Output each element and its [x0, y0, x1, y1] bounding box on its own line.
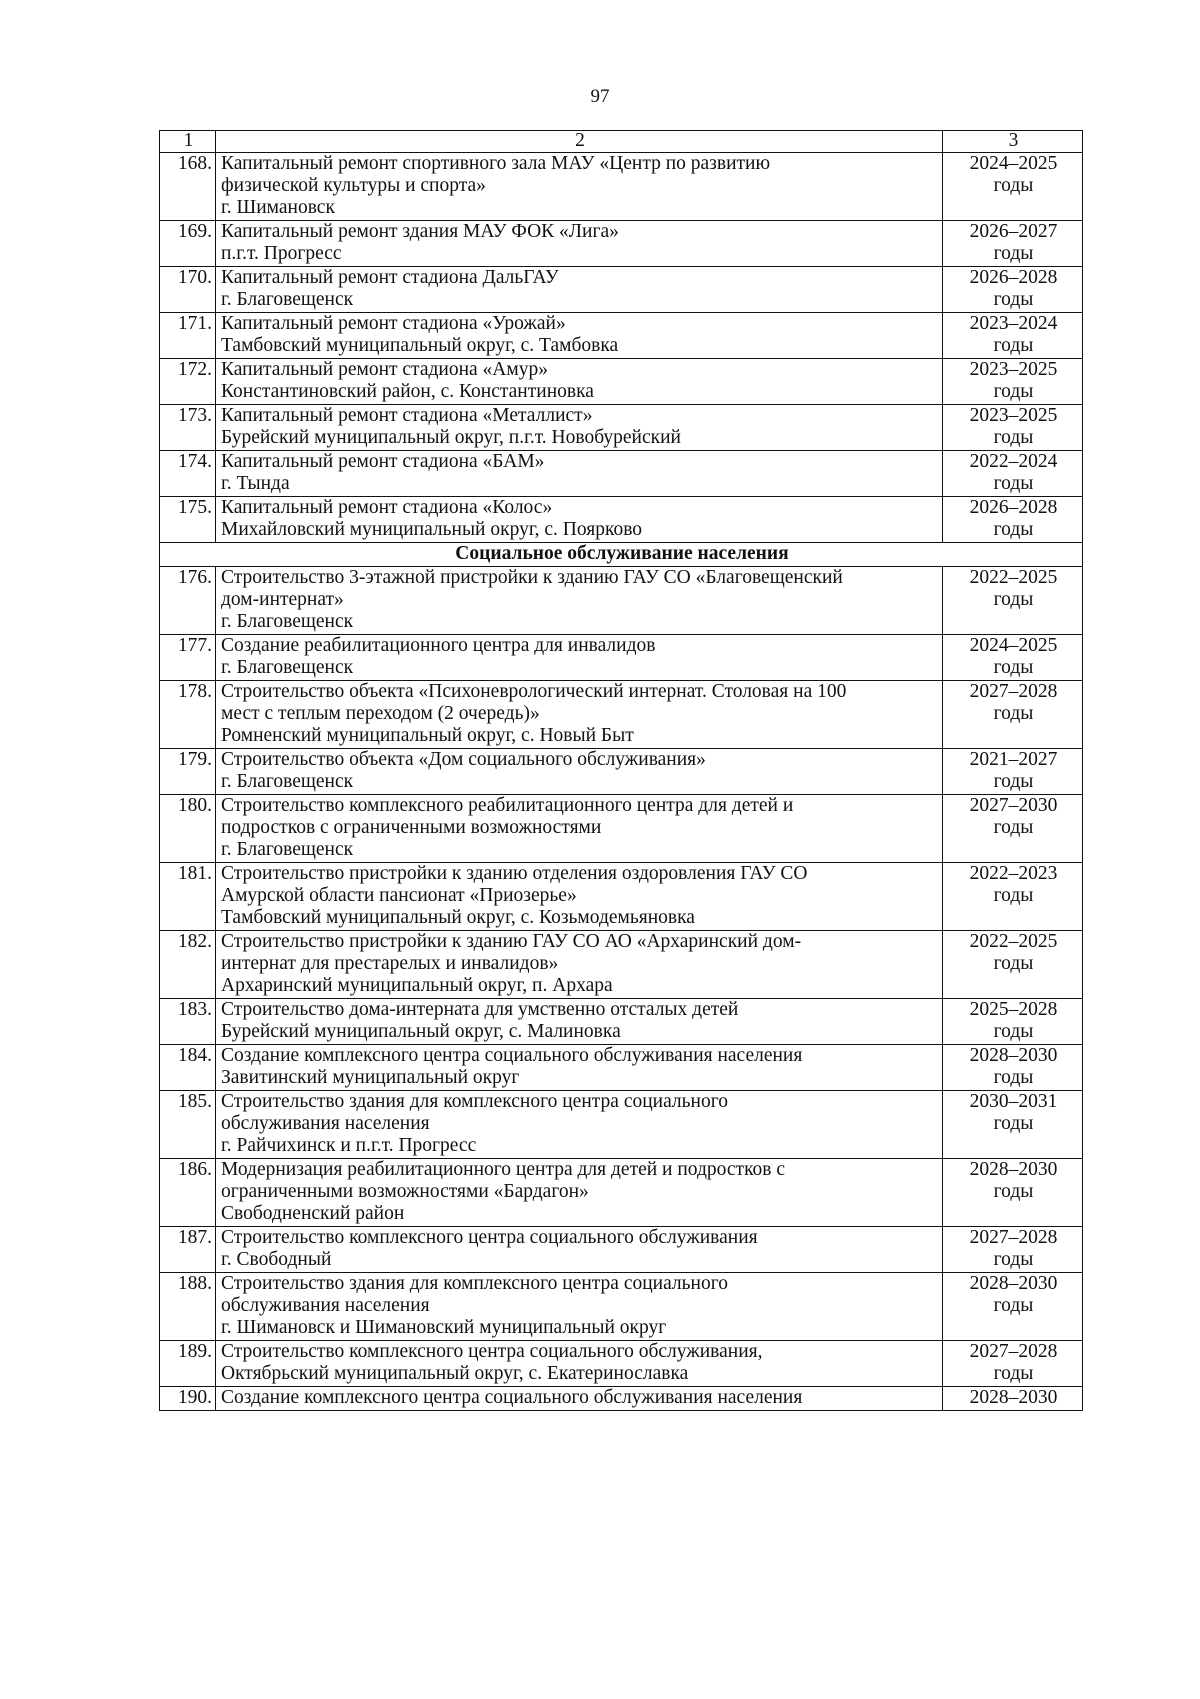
row-number: 180. — [160, 795, 216, 863]
table-row — [160, 221, 1083, 267]
table-row — [160, 635, 1083, 681]
description-line: г. Шимановск и Шимановский муниципальный округ — [221, 1317, 667, 1338]
row-number: 171. — [160, 313, 216, 359]
row-number: 179. — [160, 749, 216, 795]
description-line: Тамбовский муниципальный округ, с. Козьмодемьяновка — [221, 907, 695, 928]
object-description — [216, 931, 943, 999]
description-line: физической культуры и спорта» — [221, 175, 486, 196]
object-description — [216, 795, 943, 863]
period-line: 2022–2025 — [969, 931, 1058, 952]
object-description — [216, 999, 943, 1045]
object-description — [216, 635, 943, 681]
row-number: 183. — [160, 999, 216, 1045]
description-line: Строительство объекта «Дом социального обслуживания» — [221, 749, 706, 770]
period-line: 2026–2028 — [969, 497, 1058, 518]
description-line: г. Свободный — [221, 1249, 332, 1270]
row-number: 168. — [160, 153, 216, 221]
object-description — [216, 451, 943, 497]
row-number: 169. — [160, 221, 216, 267]
row-number: 187. — [160, 1227, 216, 1273]
period-line: годы — [993, 289, 1034, 310]
period-line: 2024–2025 — [969, 635, 1058, 656]
object-description — [216, 1227, 943, 1273]
description-line: Капитальный ремонт здания МАУ ФОК «Лига» — [221, 221, 619, 242]
description-line: Амурской области пансионат «Приозерье» — [221, 885, 577, 906]
period-line: 2026–2027 — [969, 221, 1058, 242]
description-line: Бурейский муниципальный округ, п.г.т. Новобурейский — [221, 427, 681, 448]
description-line: г. Благовещенск — [221, 611, 354, 632]
period-line: 2028–2030 — [969, 1159, 1058, 1180]
description-line: интернат для престарелых и инвалидов» — [221, 953, 559, 974]
section-row — [160, 543, 1083, 567]
period-line: годы — [993, 1181, 1034, 1202]
implementation-period — [943, 313, 1083, 359]
description-line: Строительство здания для комплексного центра социального — [221, 1273, 728, 1294]
description-line: г. Райчихинск и п.г.т. Прогресс — [221, 1135, 477, 1156]
description-line: дом-интернат» — [221, 589, 344, 610]
row-number: 189. — [160, 1341, 216, 1387]
period-line: 2022–2025 — [969, 567, 1058, 588]
description-line: Строительство комплексного центра социального обслуживания — [221, 1227, 758, 1248]
period-line: годы — [993, 175, 1034, 196]
row-number: 172. — [160, 359, 216, 405]
description-line: Строительство объекта «Психоневрологический интернат. Столовая на 100 — [221, 681, 847, 702]
object-description — [216, 1091, 943, 1159]
implementation-period — [943, 497, 1083, 543]
description-line: Строительство здания для комплексного центра социального — [221, 1091, 728, 1112]
period-line: 2021–2027 — [969, 749, 1058, 770]
period-line: 2030–2031 — [969, 1091, 1058, 1112]
description-line: Бурейский муниципальный округ, с. Малиновка — [221, 1021, 621, 1042]
period-line: годы — [993, 771, 1034, 792]
description-line: Капитальный ремонт стадиона «Урожай» — [221, 313, 566, 334]
table-row — [160, 267, 1083, 313]
objects-table — [159, 130, 1083, 1411]
description-line: Создание комплексного центра социального обслуживания населения — [221, 1387, 803, 1408]
description-line: Строительство пристройки к зданию ГАУ СО АО «Архаринский дом- — [221, 931, 802, 952]
implementation-period — [943, 1159, 1083, 1227]
row-number: 188. — [160, 1273, 216, 1341]
implementation-period — [943, 153, 1083, 221]
table-row — [160, 999, 1083, 1045]
description-line: Тамбовский муниципальный округ, с. Тамбовка — [221, 335, 619, 356]
description-line: Создание комплексного центра социального обслуживания населения — [221, 1045, 803, 1066]
description-line: Создание реабилитационного центра для инвалидов — [221, 635, 656, 656]
implementation-period — [943, 567, 1083, 635]
period-line: годы — [993, 1295, 1034, 1316]
table-row — [160, 795, 1083, 863]
implementation-period — [943, 221, 1083, 267]
period-line: 2022–2024 — [969, 451, 1058, 472]
row-number: 186. — [160, 1159, 216, 1227]
period-line: годы — [993, 381, 1034, 402]
object-description — [216, 313, 943, 359]
description-line: г. Шимановск — [221, 197, 335, 218]
period-line: 2022–2023 — [969, 863, 1058, 884]
row-number: 177. — [160, 635, 216, 681]
period-line: 2025–2028 — [969, 999, 1058, 1020]
description-line: мест с теплым переходом (2 очередь)» — [221, 703, 540, 724]
header-col-2: 2 — [216, 131, 943, 153]
row-number: 184. — [160, 1045, 216, 1091]
description-line: г. Благовещенск — [221, 771, 354, 792]
description-line: Строительство пристройки к зданию отделения оздоровления ГАУ СО — [221, 863, 808, 884]
period-line: 2028–2030 — [969, 1273, 1058, 1294]
period-line: 2027–2028 — [969, 681, 1058, 702]
implementation-period — [943, 749, 1083, 795]
period-line: годы — [993, 427, 1034, 448]
description-line: Строительство комплексного реабилитационного центра для детей и — [221, 795, 794, 816]
period-line: годы — [993, 953, 1034, 974]
object-description — [216, 267, 943, 313]
description-line: Капитальный ремонт стадиона «Колос» — [221, 497, 553, 518]
implementation-period — [943, 405, 1083, 451]
description-line: Архаринский муниципальный округ, п. Архара — [221, 975, 613, 996]
description-line: Ромненский муниципальный округ, с. Новый Быт — [221, 725, 634, 746]
period-line: годы — [993, 589, 1034, 610]
implementation-period — [943, 795, 1083, 863]
object-description — [216, 1273, 943, 1341]
row-number: 182. — [160, 931, 216, 999]
period-line: 2028–2030 — [969, 1045, 1058, 1066]
period-line: 2023–2024 — [969, 313, 1058, 334]
object-description — [216, 1341, 943, 1387]
description-line: Капитальный ремонт стадиона «Амур» — [221, 359, 548, 380]
header-col-3: 3 — [943, 131, 1083, 153]
implementation-period — [943, 1273, 1083, 1341]
description-line: Октябрьский муниципальный округ, с. Екатеринославка — [221, 1363, 689, 1384]
description-line: Завитинский муниципальный округ — [221, 1067, 520, 1088]
description-line: Строительство 3-этажной пристройки к зданию ГАУ СО «Благовещенский — [221, 567, 843, 588]
row-number: 173. — [160, 405, 216, 451]
period-line: годы — [993, 243, 1034, 264]
implementation-period — [943, 931, 1083, 999]
description-line: обслуживания населения — [221, 1295, 430, 1316]
table-row — [160, 1387, 1083, 1411]
implementation-period — [943, 267, 1083, 313]
object-description — [216, 153, 943, 221]
table-row — [160, 1273, 1083, 1341]
period-line: годы — [993, 1249, 1034, 1270]
implementation-period — [943, 1387, 1083, 1411]
table-row — [160, 359, 1083, 405]
period-line: 2024–2025 — [969, 153, 1058, 174]
object-description — [216, 221, 943, 267]
implementation-period — [943, 635, 1083, 681]
object-description — [216, 497, 943, 543]
table-row — [160, 1091, 1083, 1159]
object-description — [216, 1045, 943, 1091]
object-description — [216, 567, 943, 635]
table-row — [160, 405, 1083, 451]
table-row — [160, 681, 1083, 749]
period-line: 2027–2028 — [969, 1227, 1058, 1248]
table-row — [160, 1045, 1083, 1091]
object-description — [216, 405, 943, 451]
description-line: г. Благовещенск — [221, 289, 354, 310]
section-title: Социальное обслуживание населения — [160, 543, 1083, 567]
description-line: г. Тында — [221, 473, 290, 494]
period-line: годы — [993, 817, 1034, 838]
object-description — [216, 749, 943, 795]
description-line: подростков с ограниченными возможностями — [221, 817, 602, 838]
header-col-1: 1 — [160, 131, 216, 153]
table-row — [160, 1159, 1083, 1227]
implementation-period — [943, 681, 1083, 749]
period-line: 2027–2028 — [969, 1341, 1058, 1362]
description-line: Константиновский район, с. Константиновка — [221, 381, 594, 402]
implementation-period — [943, 999, 1083, 1045]
table-row — [160, 1341, 1083, 1387]
table-row — [160, 863, 1083, 931]
description-line: Капитальный ремонт стадиона ДальГАУ — [221, 267, 559, 288]
period-line: годы — [993, 703, 1034, 724]
table-row — [160, 153, 1083, 221]
description-line: Модернизация реабилитационного центра для детей и подростков с — [221, 1159, 786, 1180]
period-line: годы — [993, 657, 1034, 678]
row-number: 181. — [160, 863, 216, 931]
description-line: Свободненский район — [221, 1203, 405, 1224]
period-line: годы — [993, 1113, 1034, 1134]
row-number: 176. — [160, 567, 216, 635]
period-line: годы — [993, 885, 1034, 906]
description-line: Капитальный ремонт стадиона «БАМ» — [221, 451, 545, 472]
table-row — [160, 1227, 1083, 1273]
period-line: годы — [993, 335, 1034, 356]
implementation-period — [943, 1045, 1083, 1091]
description-line: Строительство комплексного центра социального обслуживания, — [221, 1341, 763, 1362]
row-number: 185. — [160, 1091, 216, 1159]
period-line: годы — [993, 1021, 1034, 1042]
description-line: г. Благовещенск — [221, 839, 354, 860]
objects-table-body — [160, 131, 1083, 1411]
period-line: 2026–2028 — [969, 267, 1058, 288]
description-line: обслуживания населения — [221, 1113, 430, 1134]
description-line: Строительство дома-интерната для умственно отсталых детей — [221, 999, 739, 1020]
table-row — [160, 313, 1083, 359]
table-row — [160, 451, 1083, 497]
table-row — [160, 749, 1083, 795]
description-line: Капитальный ремонт стадиона «Металлист» — [221, 405, 593, 426]
implementation-period — [943, 451, 1083, 497]
description-line: г. Благовещенск — [221, 657, 354, 678]
period-line: годы — [993, 473, 1034, 494]
implementation-period — [943, 1091, 1083, 1159]
object-description — [216, 1159, 943, 1227]
period-line: годы — [993, 1067, 1034, 1088]
row-number: 190. — [160, 1387, 216, 1411]
implementation-period — [943, 1341, 1083, 1387]
object-description — [216, 1387, 943, 1411]
period-line: годы — [993, 1363, 1034, 1384]
description-line: п.г.т. Прогресс — [221, 243, 342, 264]
implementation-period — [943, 863, 1083, 931]
description-line: ограниченными возможностями «Бардагон» — [221, 1181, 589, 1202]
row-number: 170. — [160, 267, 216, 313]
description-line: Михайловский муниципальный округ, с. Поярково — [221, 519, 643, 540]
object-description — [216, 359, 943, 405]
table-row — [160, 931, 1083, 999]
object-description — [216, 863, 943, 931]
period-line: годы — [993, 519, 1034, 540]
period-line: 2028–2030 — [969, 1387, 1058, 1408]
implementation-period — [943, 1227, 1083, 1273]
row-number: 178. — [160, 681, 216, 749]
period-line: 2023–2025 — [969, 405, 1058, 426]
row-number: 174. — [160, 451, 216, 497]
row-number: 175. — [160, 497, 216, 543]
description-line: Капитальный ремонт спортивного зала МАУ «Центр по развитию — [221, 153, 771, 174]
period-line: 2027–2030 — [969, 795, 1058, 816]
period-line: 2023–2025 — [969, 359, 1058, 380]
page-number: 97 — [590, 86, 610, 107]
implementation-period — [943, 359, 1083, 405]
table-row — [160, 567, 1083, 635]
table-row — [160, 497, 1083, 543]
object-description — [216, 681, 943, 749]
table-header-row — [160, 131, 1083, 153]
